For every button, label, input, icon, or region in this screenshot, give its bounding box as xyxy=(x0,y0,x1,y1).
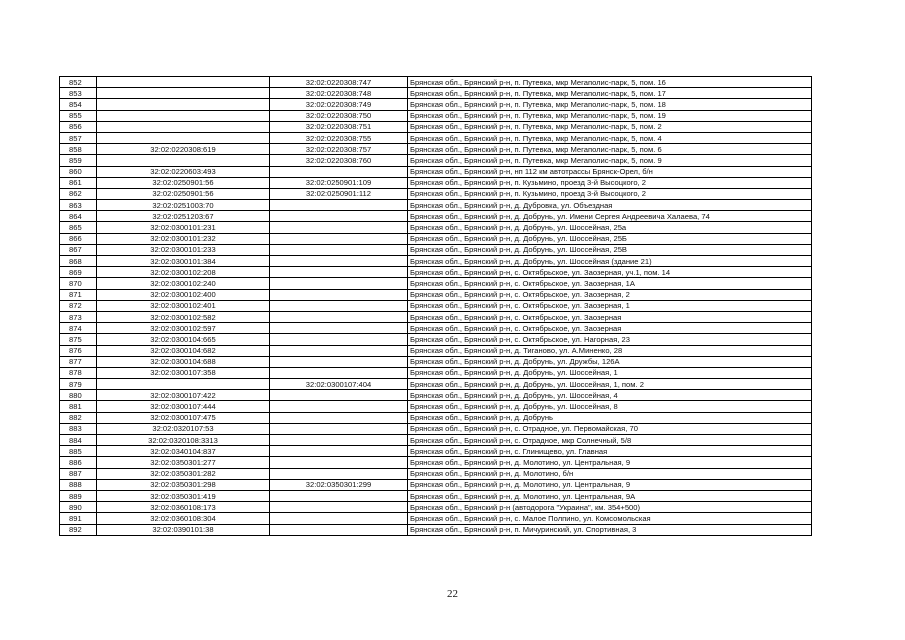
address-cell: Брянская обл., Брянский р-н, д. Добрунь, ул. Шоссейная, 25В xyxy=(408,244,812,255)
cadastral-number-cell: 32:02:0300107:358 xyxy=(97,367,270,378)
room-cadastral-number-cell xyxy=(270,222,408,233)
row-number-cell: 861 xyxy=(60,177,97,188)
address-cell: Брянская обл., Брянский р-н, д. Добрунь, ул. Шоссейная (здание 21) xyxy=(408,256,812,267)
cadastral-number-cell: 32:02:0300102:401 xyxy=(97,300,270,311)
table-row xyxy=(60,166,812,177)
room-cadastral-number-cell: 32:02:0250901:109 xyxy=(270,177,408,188)
room-cadastral-number-cell xyxy=(270,502,408,513)
room-cadastral-number-cell: 32:02:0220308:760 xyxy=(270,155,408,166)
cadastral-number-cell: 32:02:0300101:233 xyxy=(97,244,270,255)
cadastral-number-cell: 32:02:0300107:444 xyxy=(97,401,270,412)
row-number-cell: 882 xyxy=(60,412,97,423)
cadastral-number-cell: 32:02:0300101:232 xyxy=(97,233,270,244)
address-cell: Брянская обл., Брянский р-н (автодорога "Украина", км. 354+500) xyxy=(408,502,812,513)
room-cadastral-number-cell: 32:02:0220308:757 xyxy=(270,144,408,155)
address-cell: Брянская обл., Брянский р-н, с. Октябрьское, ул. Заозерная xyxy=(408,311,812,322)
table-row xyxy=(60,177,812,188)
address-cell: Брянская обл., Брянский р-н, с. Отрадное, ул. Первомайская, 70 xyxy=(408,423,812,434)
table-row xyxy=(60,334,812,345)
room-cadastral-number-cell xyxy=(270,300,408,311)
table-row xyxy=(60,144,812,155)
cadastral-number-cell: 32:02:0300102:400 xyxy=(97,289,270,300)
cadastral-number-cell: 32:02:0300104:688 xyxy=(97,356,270,367)
table-row xyxy=(60,367,812,378)
address-cell: Брянская обл., Брянский р-н, п. Кузьмино, проезд 3-й Высоцкого, 2 xyxy=(408,188,812,199)
address-cell: Брянская обл., Брянский р-н, с. Октябрьское, ул. Заозерная, уч.1, пом. 14 xyxy=(408,267,812,278)
cadastral-number-cell: 32:02:0300102:597 xyxy=(97,323,270,334)
address-cell: Брянская обл., Брянский р-н, д. Молотино, ул. Центральная, 9 xyxy=(408,457,812,468)
table-row xyxy=(60,423,812,434)
table-row xyxy=(60,446,812,457)
room-cadastral-number-cell: 32:02:0220308:749 xyxy=(270,99,408,110)
row-number-cell: 892 xyxy=(60,524,97,535)
address-cell: Брянская обл., Брянский р-н, д. Тиганово, ул. А.Миненко, 28 xyxy=(408,345,812,356)
address-cell: Брянская обл., Брянский р-н, п. Мичуринский, ул. Спортивная, 3 xyxy=(408,524,812,535)
table-row xyxy=(60,356,812,367)
cadastral-number-cell: 32:02:0350301:277 xyxy=(97,457,270,468)
cadastral-number-cell: 32:02:0300102:240 xyxy=(97,278,270,289)
table-row xyxy=(60,502,812,513)
cadastral-number-cell: 32:02:0251203:67 xyxy=(97,211,270,222)
address-cell: Брянская обл., Брянский р-н, д. Добрунь, ул. Шоссейная, 4 xyxy=(408,390,812,401)
table-row xyxy=(60,479,812,490)
address-cell: Брянская обл., Брянский р-н, д. Добрунь xyxy=(408,412,812,423)
table-row xyxy=(60,211,812,222)
room-cadastral-number-cell: 32:02:0220308:755 xyxy=(270,132,408,143)
table-row xyxy=(60,323,812,334)
address-cell: Брянская обл., Брянский р-н, д. Молотино, б/н xyxy=(408,468,812,479)
table-row xyxy=(60,121,812,132)
address-cell: Брянская обл., Брянский р-н, с. Октябрьское, ул. Заозерная xyxy=(408,323,812,334)
address-cell: Брянская обл., Брянский р-н, с. Октябрьское, ул. Заозерная, 2 xyxy=(408,289,812,300)
table-row xyxy=(60,88,812,99)
cadastral-number-cell: 32:02:0300101:231 xyxy=(97,222,270,233)
room-cadastral-number-cell xyxy=(270,412,408,423)
cadastral-number-cell xyxy=(97,99,270,110)
room-cadastral-number-cell xyxy=(270,278,408,289)
room-cadastral-number-cell xyxy=(270,166,408,177)
room-cadastral-number-cell: 32:02:0220308:750 xyxy=(270,110,408,121)
address-cell: Брянская обл., Брянский р-н, п. Путевка, мкр Мегаполис-парк, 5, пом. 19 xyxy=(408,110,812,121)
row-number-cell: 860 xyxy=(60,166,97,177)
address-cell: Брянская обл., Брянский р-н, д. Молотино, ул. Центральная, 9 xyxy=(408,479,812,490)
cadastral-number-cell: 32:02:0220603:493 xyxy=(97,166,270,177)
room-cadastral-number-cell: 32:02:0220308:751 xyxy=(270,121,408,132)
row-number-cell: 887 xyxy=(60,468,97,479)
table-row xyxy=(60,490,812,501)
address-cell: Брянская обл., Брянский р-н, д. Добрунь, ул. Шоссейная, 1 xyxy=(408,367,812,378)
table-row xyxy=(60,435,812,446)
address-cell: Брянская обл., Брянский р-н, д. Добрунь, ул. Шоссейная, 1, пом. 2 xyxy=(408,379,812,390)
room-cadastral-number-cell xyxy=(270,267,408,278)
row-number-cell: 875 xyxy=(60,334,97,345)
row-number-cell: 886 xyxy=(60,457,97,468)
row-number-cell: 868 xyxy=(60,256,97,267)
room-cadastral-number-cell xyxy=(270,490,408,501)
address-cell: Брянская обл., Брянский р-н, д. Добрунь, ул. Шоссейная, 8 xyxy=(408,401,812,412)
cadastral-number-cell xyxy=(97,379,270,390)
row-number-cell: 856 xyxy=(60,121,97,132)
address-cell: Брянская обл., Брянский р-н, д. Добрунь, ул. Дружбы, 126А xyxy=(408,356,812,367)
table-row xyxy=(60,379,812,390)
room-cadastral-number-cell xyxy=(270,390,408,401)
room-cadastral-number-cell: 32:02:0350301:299 xyxy=(270,479,408,490)
room-cadastral-number-cell xyxy=(270,334,408,345)
row-number-cell: 859 xyxy=(60,155,97,166)
address-cell: Брянская обл., Брянский р-н, п. Путевка, мкр Мегаполис-парк, 5, пом. 17 xyxy=(408,88,812,99)
address-cell: Брянская обл., Брянский р-н, п. Путевка, мкр Мегаполис-парк, 5, пом. 4 xyxy=(408,132,812,143)
cadastral-number-cell: 32:02:0320107:53 xyxy=(97,423,270,434)
row-number-cell: 854 xyxy=(60,99,97,110)
cadastral-number-cell xyxy=(97,121,270,132)
row-number-cell: 853 xyxy=(60,88,97,99)
cadastral-number-cell: 32:02:0390101:38 xyxy=(97,524,270,535)
table-row xyxy=(60,457,812,468)
cadastral-number-cell: 32:02:0220308:619 xyxy=(97,144,270,155)
table-row xyxy=(60,412,812,423)
table-row xyxy=(60,222,812,233)
row-number-cell: 858 xyxy=(60,144,97,155)
row-number-cell: 880 xyxy=(60,390,97,401)
row-number-cell: 873 xyxy=(60,311,97,322)
table-row xyxy=(60,390,812,401)
table-row xyxy=(60,513,812,524)
room-cadastral-number-cell xyxy=(270,345,408,356)
row-number-cell: 857 xyxy=(60,132,97,143)
table-row xyxy=(60,524,812,535)
table-row xyxy=(60,256,812,267)
cadastral-number-cell: 32:02:0300107:475 xyxy=(97,412,270,423)
row-number-cell: 863 xyxy=(60,200,97,211)
room-cadastral-number-cell xyxy=(270,211,408,222)
page-number: 22 xyxy=(447,588,458,600)
row-number-cell: 864 xyxy=(60,211,97,222)
table-row xyxy=(60,468,812,479)
address-cell: Брянская обл., Брянский р-н, п. Путевка, мкр Мегаполис-парк, 5, пом. 6 xyxy=(408,144,812,155)
room-cadastral-number-cell xyxy=(270,468,408,479)
row-number-cell: 872 xyxy=(60,300,97,311)
table-row xyxy=(60,244,812,255)
room-cadastral-number-cell xyxy=(270,256,408,267)
cadastral-number-cell: 32:02:0300104:682 xyxy=(97,345,270,356)
room-cadastral-number-cell xyxy=(270,323,408,334)
room-cadastral-number-cell xyxy=(270,356,408,367)
row-number-cell: 870 xyxy=(60,278,97,289)
table-row xyxy=(60,233,812,244)
cadastral-number-cell: 32:02:0250901:56 xyxy=(97,188,270,199)
row-number-cell: 883 xyxy=(60,423,97,434)
table-row xyxy=(60,188,812,199)
address-cell: Брянская обл., Брянский р-н, с. Малое Полпино, ул. Комсомольская xyxy=(408,513,812,524)
address-cell: Брянская обл., Брянский р-н, п. Путевка, мкр Мегаполис-парк, 5, пом. 16 xyxy=(408,77,812,88)
row-number-cell: 865 xyxy=(60,222,97,233)
cadastral-number-cell: 32:02:0250901:56 xyxy=(97,177,270,188)
cadastral-number-cell: 32:02:0360108:304 xyxy=(97,513,270,524)
cadastral-number-cell xyxy=(97,155,270,166)
row-number-cell: 876 xyxy=(60,345,97,356)
address-cell: Брянская обл., Брянский р-н, п. Кузьмино, проезд 3-й Высоцкого, 2 xyxy=(408,177,812,188)
address-cell: Брянская обл., Брянский р-н, с. Глинищево, ул. Главная xyxy=(408,446,812,457)
cadastral-number-cell: 32:02:0340104:837 xyxy=(97,446,270,457)
cadastral-number-cell xyxy=(97,88,270,99)
address-cell: Брянская обл., Брянский р-н, нп 112 км автотрассы Брянск-Орел, б/н xyxy=(408,166,812,177)
room-cadastral-number-cell xyxy=(270,200,408,211)
table-row xyxy=(60,289,812,300)
cadastral-number-cell: 32:02:0300102:208 xyxy=(97,267,270,278)
table-row xyxy=(60,300,812,311)
room-cadastral-number-cell xyxy=(270,244,408,255)
table-row xyxy=(60,401,812,412)
row-number-cell: 874 xyxy=(60,323,97,334)
room-cadastral-number-cell: 32:02:0220308:747 xyxy=(270,77,408,88)
cadastral-number-cell: 32:02:0300107:422 xyxy=(97,390,270,401)
row-number-cell: 885 xyxy=(60,446,97,457)
room-cadastral-number-cell xyxy=(270,524,408,535)
room-cadastral-number-cell xyxy=(270,423,408,434)
room-cadastral-number-cell xyxy=(270,513,408,524)
cadastral-number-cell: 32:02:0350301:419 xyxy=(97,490,270,501)
address-cell: Брянская обл., Брянский р-н, д. Добрунь, ул. Шоссейная, 25Б xyxy=(408,233,812,244)
row-number-cell: 871 xyxy=(60,289,97,300)
table-row xyxy=(60,155,812,166)
room-cadastral-number-cell xyxy=(270,233,408,244)
table-row xyxy=(60,132,812,143)
cadastral-number-cell: 32:02:0320108:3313 xyxy=(97,435,270,446)
table-row xyxy=(60,345,812,356)
address-cell: Брянская обл., Брянский р-н, с. Октябрьское, ул. Заозерная, 1 xyxy=(408,300,812,311)
room-cadastral-number-cell xyxy=(270,446,408,457)
table-row xyxy=(60,200,812,211)
cadastral-number-cell: 32:02:0300101:384 xyxy=(97,256,270,267)
address-cell: Брянская обл., Брянский р-н, с. Отрадное, мкр Солнечный, 5/8 xyxy=(408,435,812,446)
table-row xyxy=(60,110,812,121)
row-number-cell: 852 xyxy=(60,77,97,88)
address-cell: Брянская обл., Брянский р-н, с. Октябрьское, ул. Заозерная, 1А xyxy=(408,278,812,289)
room-cadastral-number-cell xyxy=(270,457,408,468)
table-row xyxy=(60,267,812,278)
cadastral-number-cell: 32:02:0251003:70 xyxy=(97,200,270,211)
cadastral-number-cell: 32:02:0360108:173 xyxy=(97,502,270,513)
address-cell: Брянская обл., Брянский р-н, д. Добрунь, ул. Имени Сергея Андреевича Халаева, 74 xyxy=(408,211,812,222)
row-number-cell: 855 xyxy=(60,110,97,121)
row-number-cell: 884 xyxy=(60,435,97,446)
cadastral-number-cell: 32:02:0300104:665 xyxy=(97,334,270,345)
address-cell: Брянская обл., Брянский р-н, п. Путевка, мкр Мегаполис-парк, 5, пом. 18 xyxy=(408,99,812,110)
row-number-cell: 890 xyxy=(60,502,97,513)
address-cell: Брянская обл., Брянский р-н, д. Молотино, ул. Центральная, 9А xyxy=(408,490,812,501)
room-cadastral-number-cell: 32:02:0250901:112 xyxy=(270,188,408,199)
row-number-cell: 862 xyxy=(60,188,97,199)
row-number-cell: 889 xyxy=(60,490,97,501)
property-table xyxy=(59,76,812,536)
row-number-cell: 869 xyxy=(60,267,97,278)
room-cadastral-number-cell xyxy=(270,435,408,446)
cadastral-number-cell xyxy=(97,110,270,121)
row-number-cell: 879 xyxy=(60,379,97,390)
table-row xyxy=(60,311,812,322)
cadastral-number-cell xyxy=(97,132,270,143)
cadastral-number-cell xyxy=(97,77,270,88)
row-number-cell: 866 xyxy=(60,233,97,244)
row-number-cell: 867 xyxy=(60,244,97,255)
room-cadastral-number-cell xyxy=(270,367,408,378)
room-cadastral-number-cell xyxy=(270,311,408,322)
address-cell: Брянская обл., Брянский р-н, п. Путевка, мкр Мегаполис-парк, 5, пом. 9 xyxy=(408,155,812,166)
row-number-cell: 891 xyxy=(60,513,97,524)
address-cell: Брянская обл., Брянский р-н, с. Октябрьское, ул. Нагорная, 23 xyxy=(408,334,812,345)
address-cell: Брянская обл., Брянский р-н, д. Дубровка, ул. Объездная xyxy=(408,200,812,211)
row-number-cell: 878 xyxy=(60,367,97,378)
room-cadastral-number-cell xyxy=(270,289,408,300)
room-cadastral-number-cell: 32:02:0300107:404 xyxy=(270,379,408,390)
address-cell: Брянская обл., Брянский р-н, д. Добрунь, ул. Шоссейная, 25а xyxy=(408,222,812,233)
row-number-cell: 888 xyxy=(60,479,97,490)
row-number-cell: 877 xyxy=(60,356,97,367)
table-body xyxy=(60,77,812,536)
table-row xyxy=(60,278,812,289)
cadastral-number-cell: 32:02:0350301:298 xyxy=(97,479,270,490)
cadastral-number-cell: 32:02:0350301:282 xyxy=(97,468,270,479)
room-cadastral-number-cell: 32:02:0220308:748 xyxy=(270,88,408,99)
table-row xyxy=(60,99,812,110)
address-cell: Брянская обл., Брянский р-н, п. Путевка, мкр Мегаполис-парк, 5, пом. 2 xyxy=(408,121,812,132)
table-row xyxy=(60,77,812,88)
room-cadastral-number-cell xyxy=(270,401,408,412)
cadastral-number-cell: 32:02:0300102:582 xyxy=(97,311,270,322)
row-number-cell: 881 xyxy=(60,401,97,412)
